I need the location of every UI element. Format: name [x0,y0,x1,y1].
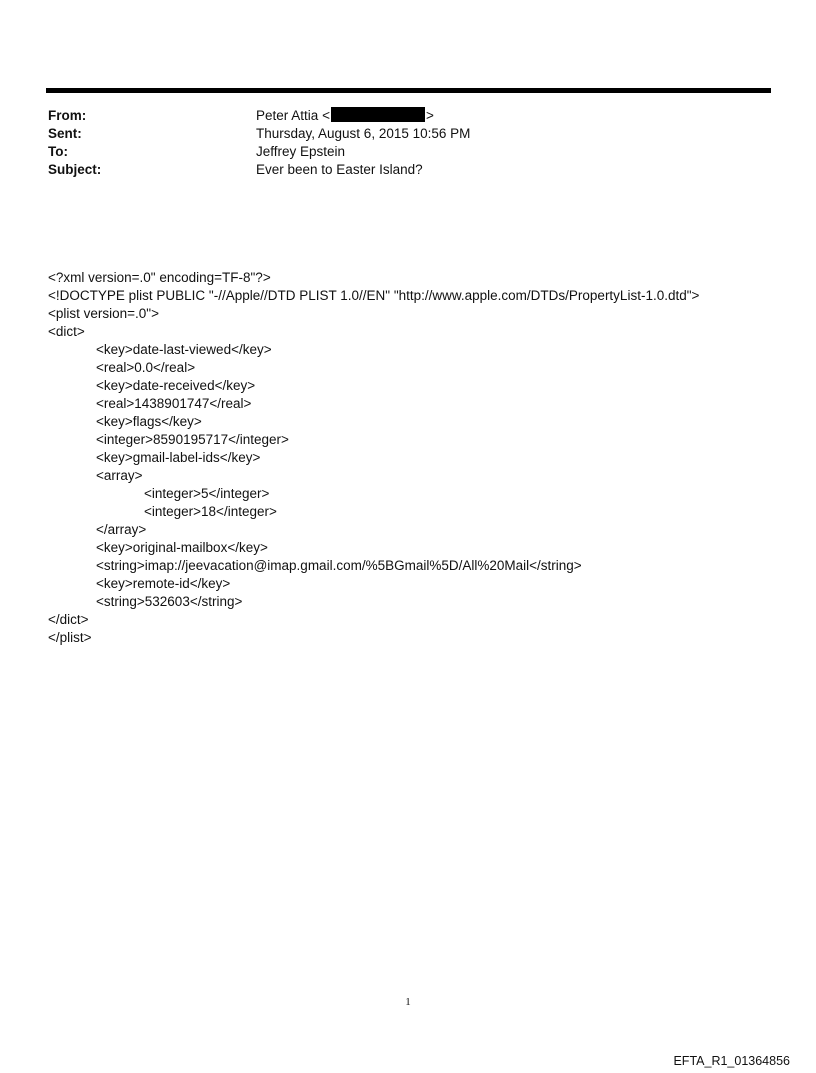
page-number: 1 [405,996,411,1008]
email-headers [48,107,768,179]
body-line: <string>imap://jeevacation@imap.gmail.com/%5BGmail%5D/All%20Mail</string> [96,558,582,573]
body-line: <string>532603</string> [96,594,243,609]
to-row [48,143,768,161]
body-line: </plist> [48,630,92,645]
body-line: <!DOCTYPE plist PUBLIC "-//Apple//DTD PLIST 1.0//EN" "http://www.apple.com/DTDs/PropertyList-1.0.dtd"> [48,288,700,303]
from-row [48,107,768,125]
body-line: </dict> [48,612,89,627]
body-line: <key>gmail-label-ids</key> [96,450,261,465]
from-name: Peter Attia [256,108,319,123]
from-open-bracket: < [322,108,330,123]
body-line: <key>date-received</key> [96,378,256,393]
sent-row [48,125,768,143]
subject-row [48,161,768,179]
body-line: </array> [96,522,147,537]
from-label: From: [48,108,87,123]
subject-label: Subject: [48,162,102,177]
document-id: EFTA_R1_01364856 [673,1054,790,1068]
body-line: <?xml version=.0" encoding=TF-8"?> [48,270,271,285]
header-rule [46,88,771,93]
to-value: Jeffrey Epstein [256,144,346,159]
body-line: <key>remote-id</key> [96,576,231,591]
from-close-bracket: > [425,108,434,123]
body-line: <real>1438901747</real> [96,396,252,411]
redaction-box [331,107,425,122]
to-label: To: [48,144,68,159]
sent-label: Sent: [48,126,82,141]
email-body [48,269,788,647]
sent-value: Thursday, August 6, 2015 10:56 PM [256,126,471,141]
body-line: <key>flags</key> [96,414,202,429]
body-line: <plist version=.0"> [48,306,159,321]
body-line: <key>date-last-viewed</key> [96,342,272,357]
body-line: <integer>18</integer> [144,504,277,519]
body-line: <dict> [48,324,85,339]
body-line: <integer>5</integer> [144,486,270,501]
body-line: <real>0.0</real> [96,360,196,375]
subject-value: Ever been to Easter Island? [256,162,423,177]
from-value [256,107,434,125]
body-line: <array> [96,468,143,483]
body-line: <integer>8590195717</integer> [96,432,289,447]
body-line: <key>original-mailbox</key> [96,540,268,555]
